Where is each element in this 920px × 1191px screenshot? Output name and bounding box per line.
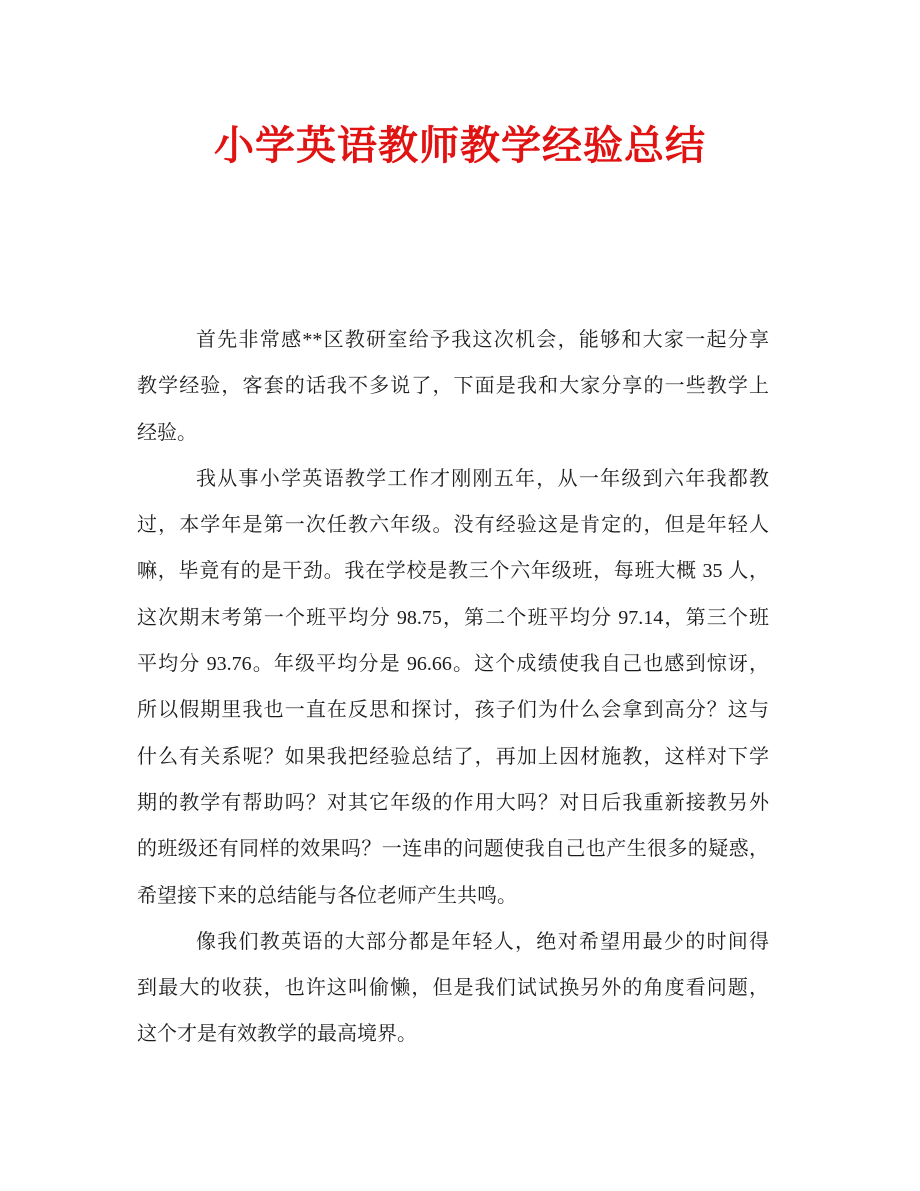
text-line: 什么有关系呢？如果我把经验总结了，再加上因材施教，这样对下学 <box>137 745 769 768</box>
text-line: 这次期末考第一个班平均分 98.75，第二个班平均分 97.14，第三个班 <box>137 606 769 629</box>
text-line: 经验。 <box>137 421 197 444</box>
text-line: 嘛，毕竟有的是干劲。我在学校是教三个六年级班，每班大概 35 人， <box>137 560 769 583</box>
paragraph <box>137 919 769 1058</box>
paragraph <box>137 456 769 919</box>
text-line: 过，本学年是第一次任教六年级。没有经验这是肯定的，但是年轻人 <box>137 514 769 537</box>
text-line: 教学经验，客套的话我不多说了，下面是我和大家分享的一些教学上 <box>137 375 769 398</box>
text-line: 这个才是有效教学的最高境界。 <box>137 1023 417 1046</box>
document-title: 小学英语教师教学经验总结 <box>214 123 706 168</box>
text-line: 期的教学有帮助吗？对其它年级的作用大吗？对日后我重新接教另外 <box>137 791 769 814</box>
text-line: 平均分 93.76。年级平均分是 96.66。这个成绩使我自己也感到惊讶， <box>137 653 769 676</box>
document-body <box>137 317 769 1058</box>
text-line: 所以假期里我也一直在反思和探讨，孩子们为什么会拿到高分？这与 <box>137 699 769 722</box>
text-line: 我从事小学英语教学工作才刚刚五年，从一年级到六年我都教 <box>196 467 769 490</box>
text-line: 首先非常感**区教研室给予我这次机会，能够和大家一起分享 <box>196 329 769 351</box>
text-line: 希望接下来的总结能与各位老师产生共鸣。 <box>137 884 517 907</box>
text-line: 到最大的收获，也许这叫偷懒，但是我们试试换另外的角度看问题， <box>137 977 769 1000</box>
text-line: 的班级还有同样的效果吗？一连串的问题使我自己也产生很多的疑惑， <box>137 838 769 861</box>
paragraph <box>137 317 769 456</box>
text-line: 像我们教英语的大部分都是年轻人，绝对希望用最少的时间得 <box>196 930 769 953</box>
